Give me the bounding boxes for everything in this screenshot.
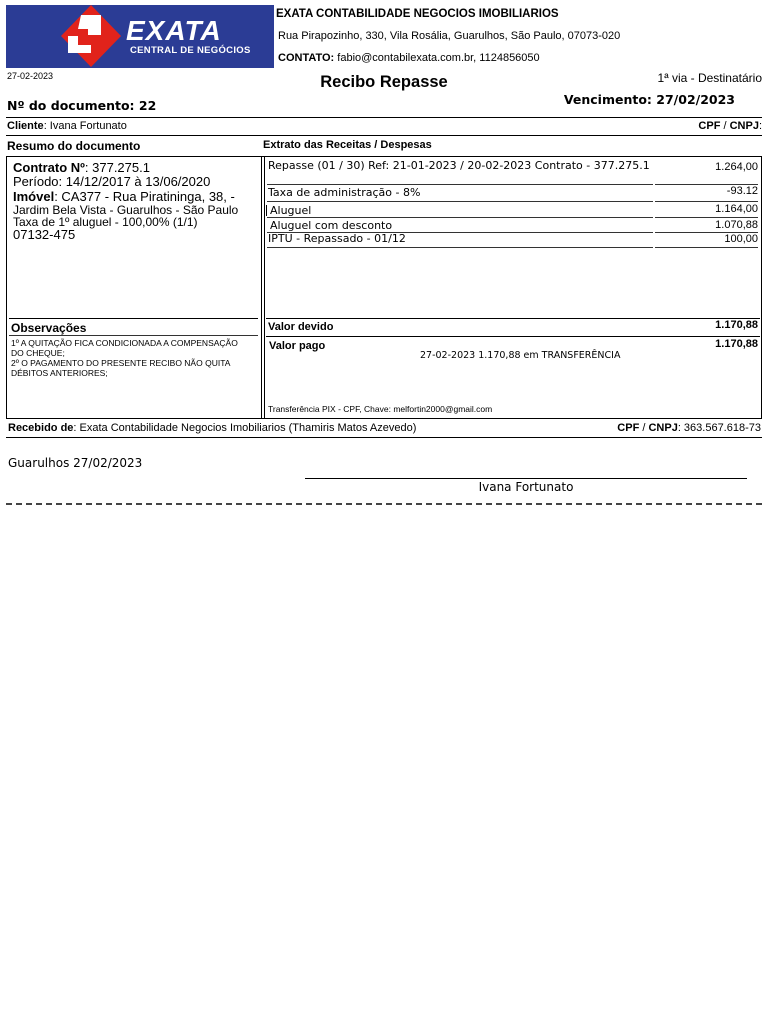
item-divider — [267, 201, 653, 202]
item-divider — [267, 247, 653, 248]
company-name: EXATA CONTABILIDADE NEGOCIOS IMOBILIARIOS — [276, 8, 559, 20]
signer-name: Ivana Fortunato — [478, 480, 574, 494]
box-bottom — [6, 418, 762, 419]
amount-due-label: Valor devido — [268, 321, 334, 333]
contract-label: Contrato Nº — [13, 160, 85, 175]
client-label: Cliente — [7, 120, 44, 132]
via-label: 1ª via - Destinatário — [657, 71, 762, 85]
totals-divider — [266, 336, 760, 337]
cpf-colon: : — [758, 120, 762, 132]
divider — [6, 437, 762, 438]
received-cpf — [617, 422, 761, 434]
cpf-value: : 363.567.618-73 — [677, 422, 761, 434]
statement-heading: Extrato das Receitas / Despesas — [263, 139, 432, 151]
amount-due-value: 1.170,88 — [715, 319, 758, 331]
observations-heading: Observações — [11, 321, 87, 335]
box-split — [261, 156, 262, 418]
obs-line: DO CHEQUE; — [11, 348, 65, 358]
client-cpf — [698, 120, 762, 132]
received-label: Recebido de — [8, 422, 74, 434]
pix-note: Transferência PIX - CPF, Chave: melfortin2000@gmail.com — [268, 404, 493, 414]
observations-text — [11, 338, 261, 378]
statement-item-value: 1.070,88 — [715, 219, 758, 231]
place-date: Guarulhos 27/02/2023 — [8, 456, 143, 470]
property-address: Jardim Bela Vista - Guarulhos - São Paulo — [13, 203, 239, 217]
cpf-label: CPF — [617, 422, 640, 434]
received-value: : Exata Contabilidade Negocios Imobiliarios (Thamiris Matos Azevedo) — [73, 422, 417, 434]
contact-value: fabio@contabilexata.com.br, 1124856050 — [334, 52, 540, 64]
property-value: : CA377 - Rua Piratininga, 38, - — [54, 189, 235, 204]
item-divider — [655, 247, 758, 248]
document-number: Nº do documento: 22 — [7, 98, 157, 113]
contact-label: CONTATO: — [278, 52, 335, 64]
statement-item-desc: Repasse (01 / 30) Ref: 21-01-2023 / 20-02-2023 Contrato - 377.275.1 — [268, 159, 650, 172]
received-from — [8, 422, 416, 434]
company-logo — [6, 5, 274, 68]
contract-value: : 377.275.1 — [84, 160, 150, 175]
statement-item-desc: IPTU - Repassado - 01/12 — [268, 232, 406, 245]
logo-arrow-icon — [6, 5, 126, 68]
statement-item-desc: Taxa de administração - 8% — [268, 186, 421, 199]
statement-item-desc: Aluguel — [270, 204, 312, 217]
logo-word: EXATA — [126, 15, 222, 46]
item-marker — [266, 205, 267, 216]
item-divider — [655, 201, 758, 202]
box-left — [6, 156, 7, 418]
client-row — [7, 120, 127, 132]
client-name: : Ivana Fortunato — [43, 120, 127, 132]
cpf-separator: / — [720, 120, 730, 132]
property-label: Imóvel — [13, 189, 55, 204]
company-contact — [278, 52, 540, 64]
property-line — [13, 189, 235, 204]
logo-subtitle: CENTRAL DE NEGÓCIOS — [130, 45, 251, 56]
signature-line — [305, 478, 747, 479]
obs-line: DÉBITOS ANTERIORES; — [11, 368, 108, 378]
obs-line: 2º O PAGAMENTO DO PRESENTE RECIBO NÃO QUITA — [11, 358, 231, 368]
obs-divider — [9, 318, 258, 319]
statement-item-value: 100,00 — [724, 233, 758, 245]
zip-code: 07132-475 — [13, 227, 76, 242]
page-title: Recibo Repasse — [320, 73, 448, 91]
box-top — [6, 156, 762, 157]
item-divider — [267, 217, 653, 218]
obs-line: 1º A QUITAÇÃO FICA CONDICIONADA A COMPENSAÇÃO — [11, 338, 238, 348]
payment-detail: 27-02-2023 1.170,88 em TRANSFERÊNCIA — [420, 350, 621, 361]
obs-divider-2 — [9, 335, 258, 336]
statement-item-value: 1.164,00 — [715, 203, 758, 215]
divider — [6, 135, 762, 136]
item-divider — [267, 184, 653, 185]
fee-line: Taxa de 1º aluguel - 100,00% (1/1) — [13, 215, 198, 229]
cut-line — [6, 503, 762, 505]
amount-paid-label: Valor pago — [269, 340, 326, 352]
item-divider — [655, 217, 758, 218]
box-split-2 — [264, 156, 265, 418]
contract-line — [13, 160, 150, 175]
statement-item-desc: Aluguel com desconto — [270, 219, 393, 232]
box-right — [761, 156, 762, 418]
statement-item-value: -93.12 — [726, 185, 758, 197]
company-address: Rua Pirapozinho, 330, Vila Rosália, Guarulhos, São Paulo, 07073-020 — [278, 30, 621, 42]
due-date: Vencimento: 27/02/2023 — [563, 92, 735, 107]
divider — [6, 117, 762, 118]
period-line: Período: 14/12/2017 à 13/06/2020 — [13, 174, 211, 189]
cnpj-label: CNPJ — [648, 422, 678, 434]
summary-heading: Resumo do documento — [7, 139, 141, 153]
cpf-separator: / — [639, 422, 649, 434]
issue-date: 27-02-2023 — [7, 71, 54, 81]
statement-item-value: 1.264,00 — [715, 161, 758, 173]
amount-paid-value: 1.170,88 — [715, 338, 758, 350]
cpf-label: CPF — [698, 120, 721, 132]
cnpj-label: CNPJ — [729, 120, 759, 132]
